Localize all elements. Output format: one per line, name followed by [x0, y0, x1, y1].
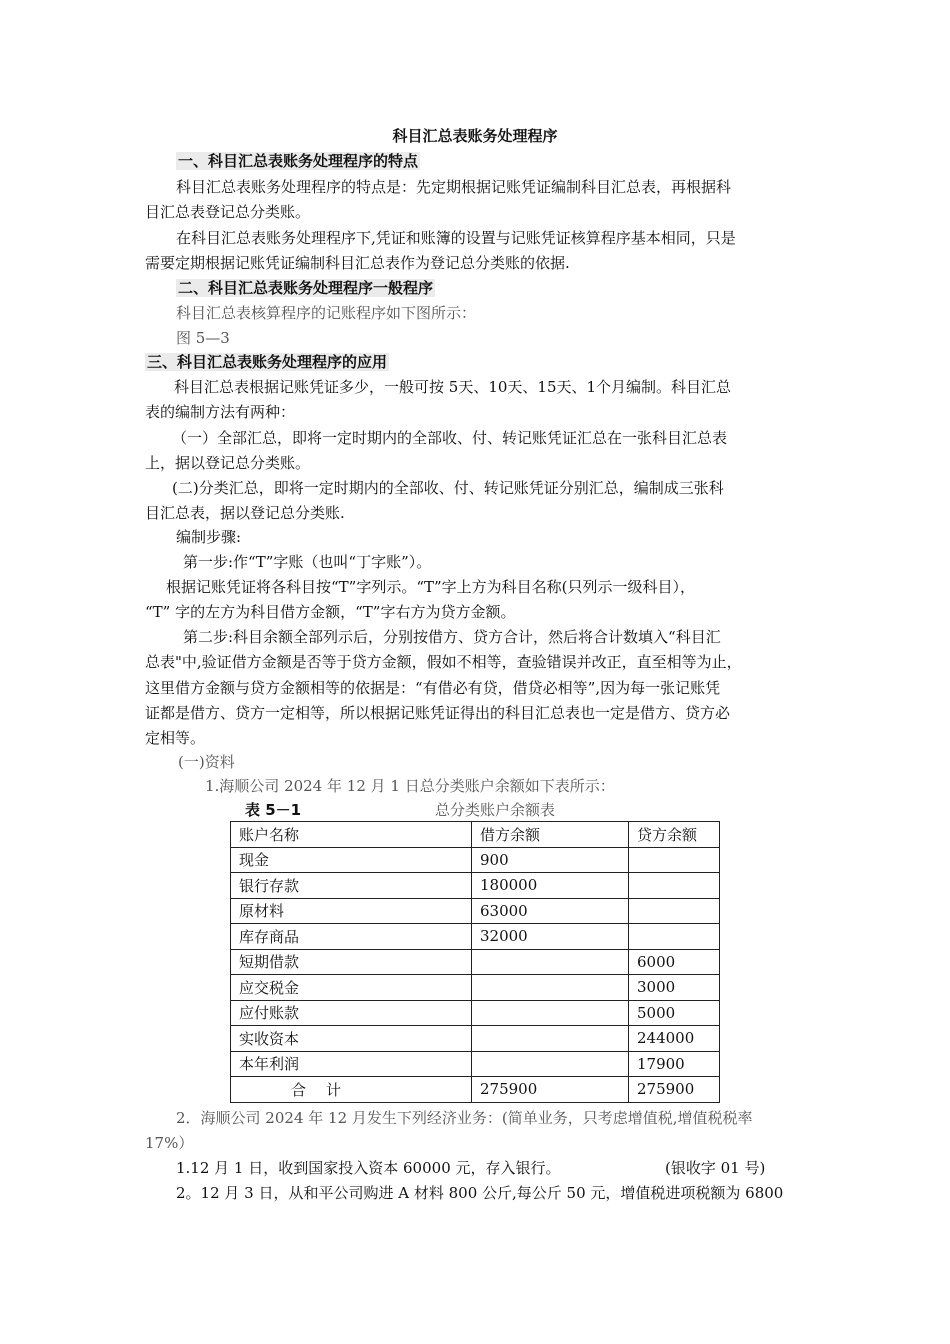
paragraph-line: 目汇总表，据以登记总分类账. — [145, 504, 345, 522]
cell-debit — [472, 949, 629, 975]
paragraph-line: 定相等。 — [145, 729, 206, 747]
cell-total-debit: 275900 — [472, 1077, 629, 1103]
cell-credit — [629, 924, 720, 950]
section-2-heading: 二、科目汇总表账务处理程序一般程序 — [178, 279, 434, 297]
item-2: 2．海顺公司 2024 年 12 月发生下列经济业务：(简单业务，只考虑增值税,增值税税率 — [176, 1109, 753, 1127]
paragraph-line: 科目汇总表根据记账凭证多少，一般可按 5天、10天、15天、1个月编制。科目汇总 — [174, 378, 732, 396]
table-row — [231, 949, 720, 975]
section-3-heading: 三、科目汇总表账务处理程序的应用 — [147, 353, 388, 371]
table-row — [231, 847, 720, 873]
paragraph-line: 根据记账凭证将各科目按“T”字列示。“T”字上方为科目名称(只列示一级科目）， — [166, 578, 696, 596]
paragraph-line: 目汇总表登记总分类账。 — [145, 203, 311, 221]
paragraph-line: 17%） — [145, 1134, 194, 1152]
table-total-row — [231, 1077, 720, 1103]
page-title: 科目汇总表账务处理程序 — [392, 127, 558, 145]
paragraph-line: “T” 字的左方为科目借方金额，“T”字右方为贷方金额。 — [145, 603, 516, 621]
paragraph-line: （一）全部汇总，即将一定时期内的全部收、付、转记账凭证汇总在一张科目汇总表 — [172, 429, 728, 447]
steps-label: 编制步骤: — [176, 528, 242, 546]
header-debit: 借方余额 — [472, 822, 629, 848]
table-row — [231, 898, 720, 924]
cell-credit: 244000 — [629, 1026, 720, 1052]
paragraph-line: 上，据以登记总分类账。 — [145, 454, 311, 472]
cell-credit — [629, 898, 720, 924]
paragraph-line: 在科目汇总表账务处理程序下,凭证和账簿的设置与记账凭证核算程序基本相同，只是 — [176, 229, 736, 247]
cell-debit — [472, 975, 629, 1001]
voucher-ref: (银收字 01 号) — [665, 1159, 766, 1177]
table-header-row — [231, 822, 720, 848]
cell-account: 实收资本 — [231, 1026, 472, 1052]
cell-credit: 17900 — [629, 1051, 720, 1077]
paragraph-line: 这里借方金额与贷方金额相等的依据是：“有借必有贷，借贷必相等”,因为每一张记账凭 — [145, 679, 721, 697]
table-row — [231, 1051, 720, 1077]
cell-account: 原材料 — [231, 898, 472, 924]
table-row — [231, 873, 720, 899]
cell-debit — [472, 1000, 629, 1026]
paragraph-line: 总表"中,验证借方金额是否等于贷方金额，假如不相等，查验错误并改正，直至相等为止， — [145, 653, 742, 671]
cell-credit: 3000 — [629, 975, 720, 1001]
cell-account: 本年利润 — [231, 1051, 472, 1077]
paragraph-line: 证都是借方、贷方一定相等，所以根据记账凭证得出的科目汇总表也一定是借方、贷方必 — [145, 704, 731, 722]
cell-account: 银行存款 — [231, 873, 472, 899]
cell-debit: 180000 — [472, 873, 629, 899]
header-credit: 贷方余额 — [629, 822, 720, 848]
business-1: 1.12 月 1 日，收到国家投入资本 60000 元，存入银行。 — [176, 1159, 561, 1177]
cell-debit: 32000 — [472, 924, 629, 950]
paragraph-line: 表的编制方法有两种： — [145, 403, 296, 421]
cell-account: 应交税金 — [231, 975, 472, 1001]
cell-debit — [472, 1051, 629, 1077]
cell-credit: 5000 — [629, 1000, 720, 1026]
header-account: 账户名称 — [231, 822, 472, 848]
cell-debit — [472, 1026, 629, 1052]
cell-debit: 63000 — [472, 898, 629, 924]
cell-account: 应付账款 — [231, 1000, 472, 1026]
table-caption: 总分类账户余额表 — [435, 801, 556, 819]
step-2: 第二步:科目余额全部列示后，分别按借方、贷方合计，然后将合计数填入“科目汇 — [183, 628, 721, 646]
balance-table — [230, 821, 720, 1103]
table-row — [231, 975, 720, 1001]
cell-credit: 6000 — [629, 949, 720, 975]
paragraph-line: 科目汇总表核算程序的记账程序如下图所示： — [176, 304, 477, 322]
section-1-heading: 一、科目汇总表账务处理程序的特点 — [178, 152, 419, 170]
cell-account: 现金 — [231, 847, 472, 873]
cell-account: 短期借款 — [231, 949, 472, 975]
figure-reference: 图 5—3 — [176, 329, 230, 347]
paragraph-line: (二)分类汇总，即将一定时期内的全部收、付、转记账凭证分别汇总，编制成三张科 — [172, 479, 724, 497]
cell-total-credit: 275900 — [629, 1077, 720, 1103]
table-label: 表 5－1 — [245, 801, 302, 819]
paragraph-line: 需要定期根据记账凭证编制科目汇总表作为登记总分类账的依据. — [145, 254, 570, 272]
business-2: 2。12 月 3 日，从和平公司购进 A 材料 800 公斤,每公斤 50 元，增值税进项税额为 6800 — [176, 1184, 784, 1202]
item-1: 1.海顺公司 2024 年 12 月 1 日总分类账户余额如下表所示： — [205, 777, 615, 795]
paragraph-line: 科目汇总表账务处理程序的特点是：先定期根据记账凭证编制科目汇总表，再根据科 — [176, 178, 732, 196]
cell-credit — [629, 873, 720, 899]
table-row — [231, 1026, 720, 1052]
step-1: 第一步:作“T”字账（也叫“丁字账”）。 — [183, 553, 432, 571]
data-heading: (一)资料 — [178, 753, 235, 771]
cell-credit — [629, 847, 720, 873]
table-row — [231, 1000, 720, 1026]
cell-debit: 900 — [472, 847, 629, 873]
cell-total-label: 合计 — [231, 1077, 472, 1103]
cell-account: 库存商品 — [231, 924, 472, 950]
table-row — [231, 924, 720, 950]
